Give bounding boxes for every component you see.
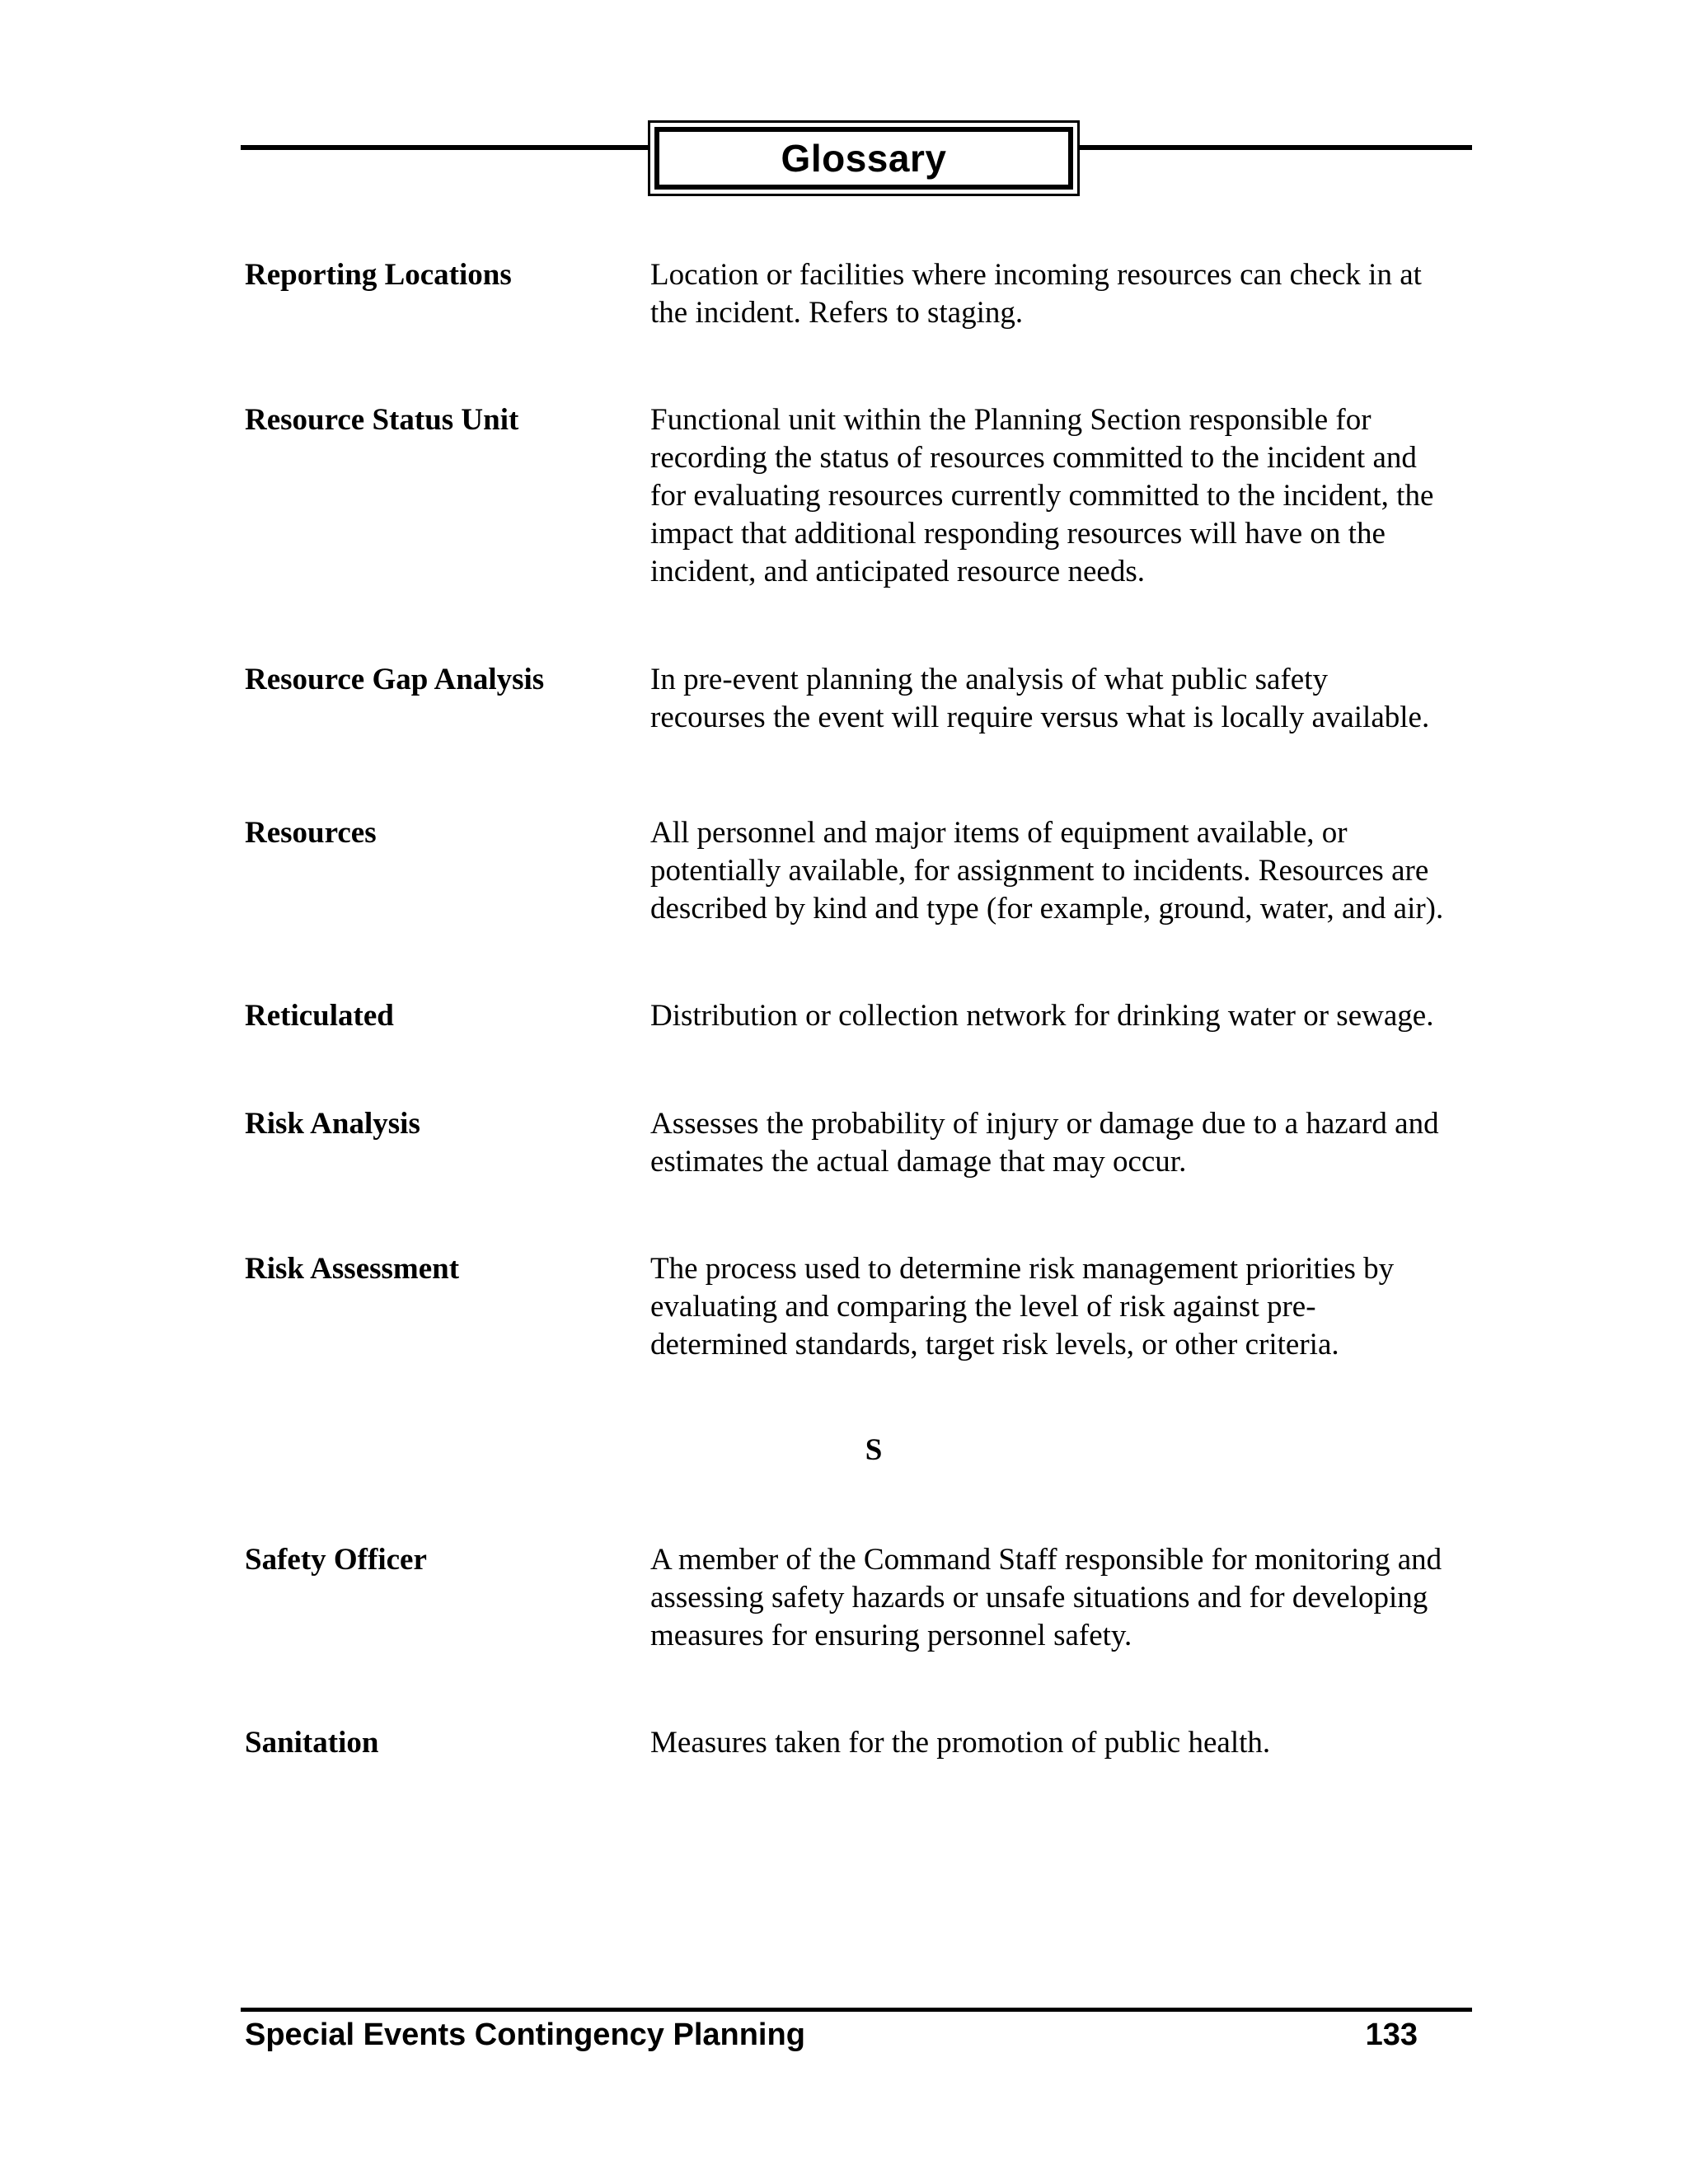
glossary-definition: [650, 256, 1507, 332]
section-letter: S: [865, 1433, 883, 1467]
definition-line: The process used to determine risk management priorities by: [650, 1252, 1395, 1286]
glossary-definition: [650, 661, 1507, 737]
header-rule-left: [241, 145, 648, 150]
footer-rule: [241, 2008, 1472, 2012]
definition-line: Location or facilities where incoming resources can check in at: [650, 258, 1422, 292]
page-number: 133: [1365, 2018, 1418, 2052]
glossary-term: Risk Analysis: [245, 1107, 420, 1141]
glossary-definition: [650, 814, 1507, 928]
definition-line: evaluating and comparing the level of risk against pre-: [650, 1290, 1316, 1324]
glossary-definition: [650, 1250, 1507, 1364]
glossary-definition: [650, 1105, 1507, 1181]
definition-line: All personnel and major items of equipment available, or: [650, 816, 1348, 850]
definition-line: recourses the event will require versus what is locally available.: [650, 701, 1430, 734]
definition-line: Measures taken for the promotion of public health.: [650, 1726, 1271, 1760]
header-rule-right: [1080, 145, 1472, 150]
definition-line: potentially available, for assignment to incidents. Resources are: [650, 854, 1429, 888]
glossary-term: Reporting Locations: [245, 258, 512, 292]
glossary-term: Resource Status Unit: [245, 403, 519, 437]
glossary-definition: [650, 997, 1507, 1035]
definition-line: impact that additional responding resources will have on the: [650, 517, 1386, 551]
page-title: Glossary: [781, 137, 947, 180]
glossary-definition: [650, 1541, 1507, 1655]
header-title-box: [648, 120, 1080, 196]
definition-line: assessing safety hazards or unsafe situations and for developing: [650, 1581, 1428, 1615]
definition-line: Functional unit within the Planning Section responsible for: [650, 403, 1372, 437]
definition-line: described by kind and type (for example, ground, water, and air).: [650, 892, 1444, 926]
definition-line: measures for ensuring personnel safety.: [650, 1619, 1132, 1652]
definition-line: In pre-event planning the analysis of what public safety: [650, 663, 1328, 696]
glossary-term: Risk Assessment: [245, 1252, 460, 1286]
definition-line: A member of the Command Staff responsible for monitoring and: [650, 1543, 1442, 1577]
glossary-term: Safety Officer: [245, 1543, 427, 1577]
header-title-box-inner: [654, 127, 1073, 190]
definition-line: the incident. Refers to staging.: [650, 296, 1024, 330]
glossary-term: Resources: [245, 816, 377, 850]
glossary-term: Reticulated: [245, 999, 394, 1033]
definition-line: recording the status of resources committed to the incident and: [650, 441, 1417, 475]
definition-line: Distribution or collection network for drinking water or sewage.: [650, 999, 1434, 1033]
glossary-definition: [650, 1724, 1507, 1762]
definition-line: determined standards, target risk levels, or other criteria.: [650, 1328, 1339, 1361]
glossary-term: Sanitation: [245, 1726, 379, 1760]
definition-line: incident, and anticipated resource needs.: [650, 555, 1145, 588]
definition-line: for evaluating resources currently committed to the incident, the: [650, 479, 1434, 513]
glossary-definition: [650, 401, 1507, 591]
definition-line: estimates the actual damage that may occur.: [650, 1145, 1187, 1179]
definition-line: Assesses the probability of injury or damage due to a hazard and: [650, 1107, 1439, 1141]
footer-document-title: Special Events Contingency Planning: [245, 2018, 805, 2052]
glossary-term: Resource Gap Analysis: [245, 663, 545, 696]
